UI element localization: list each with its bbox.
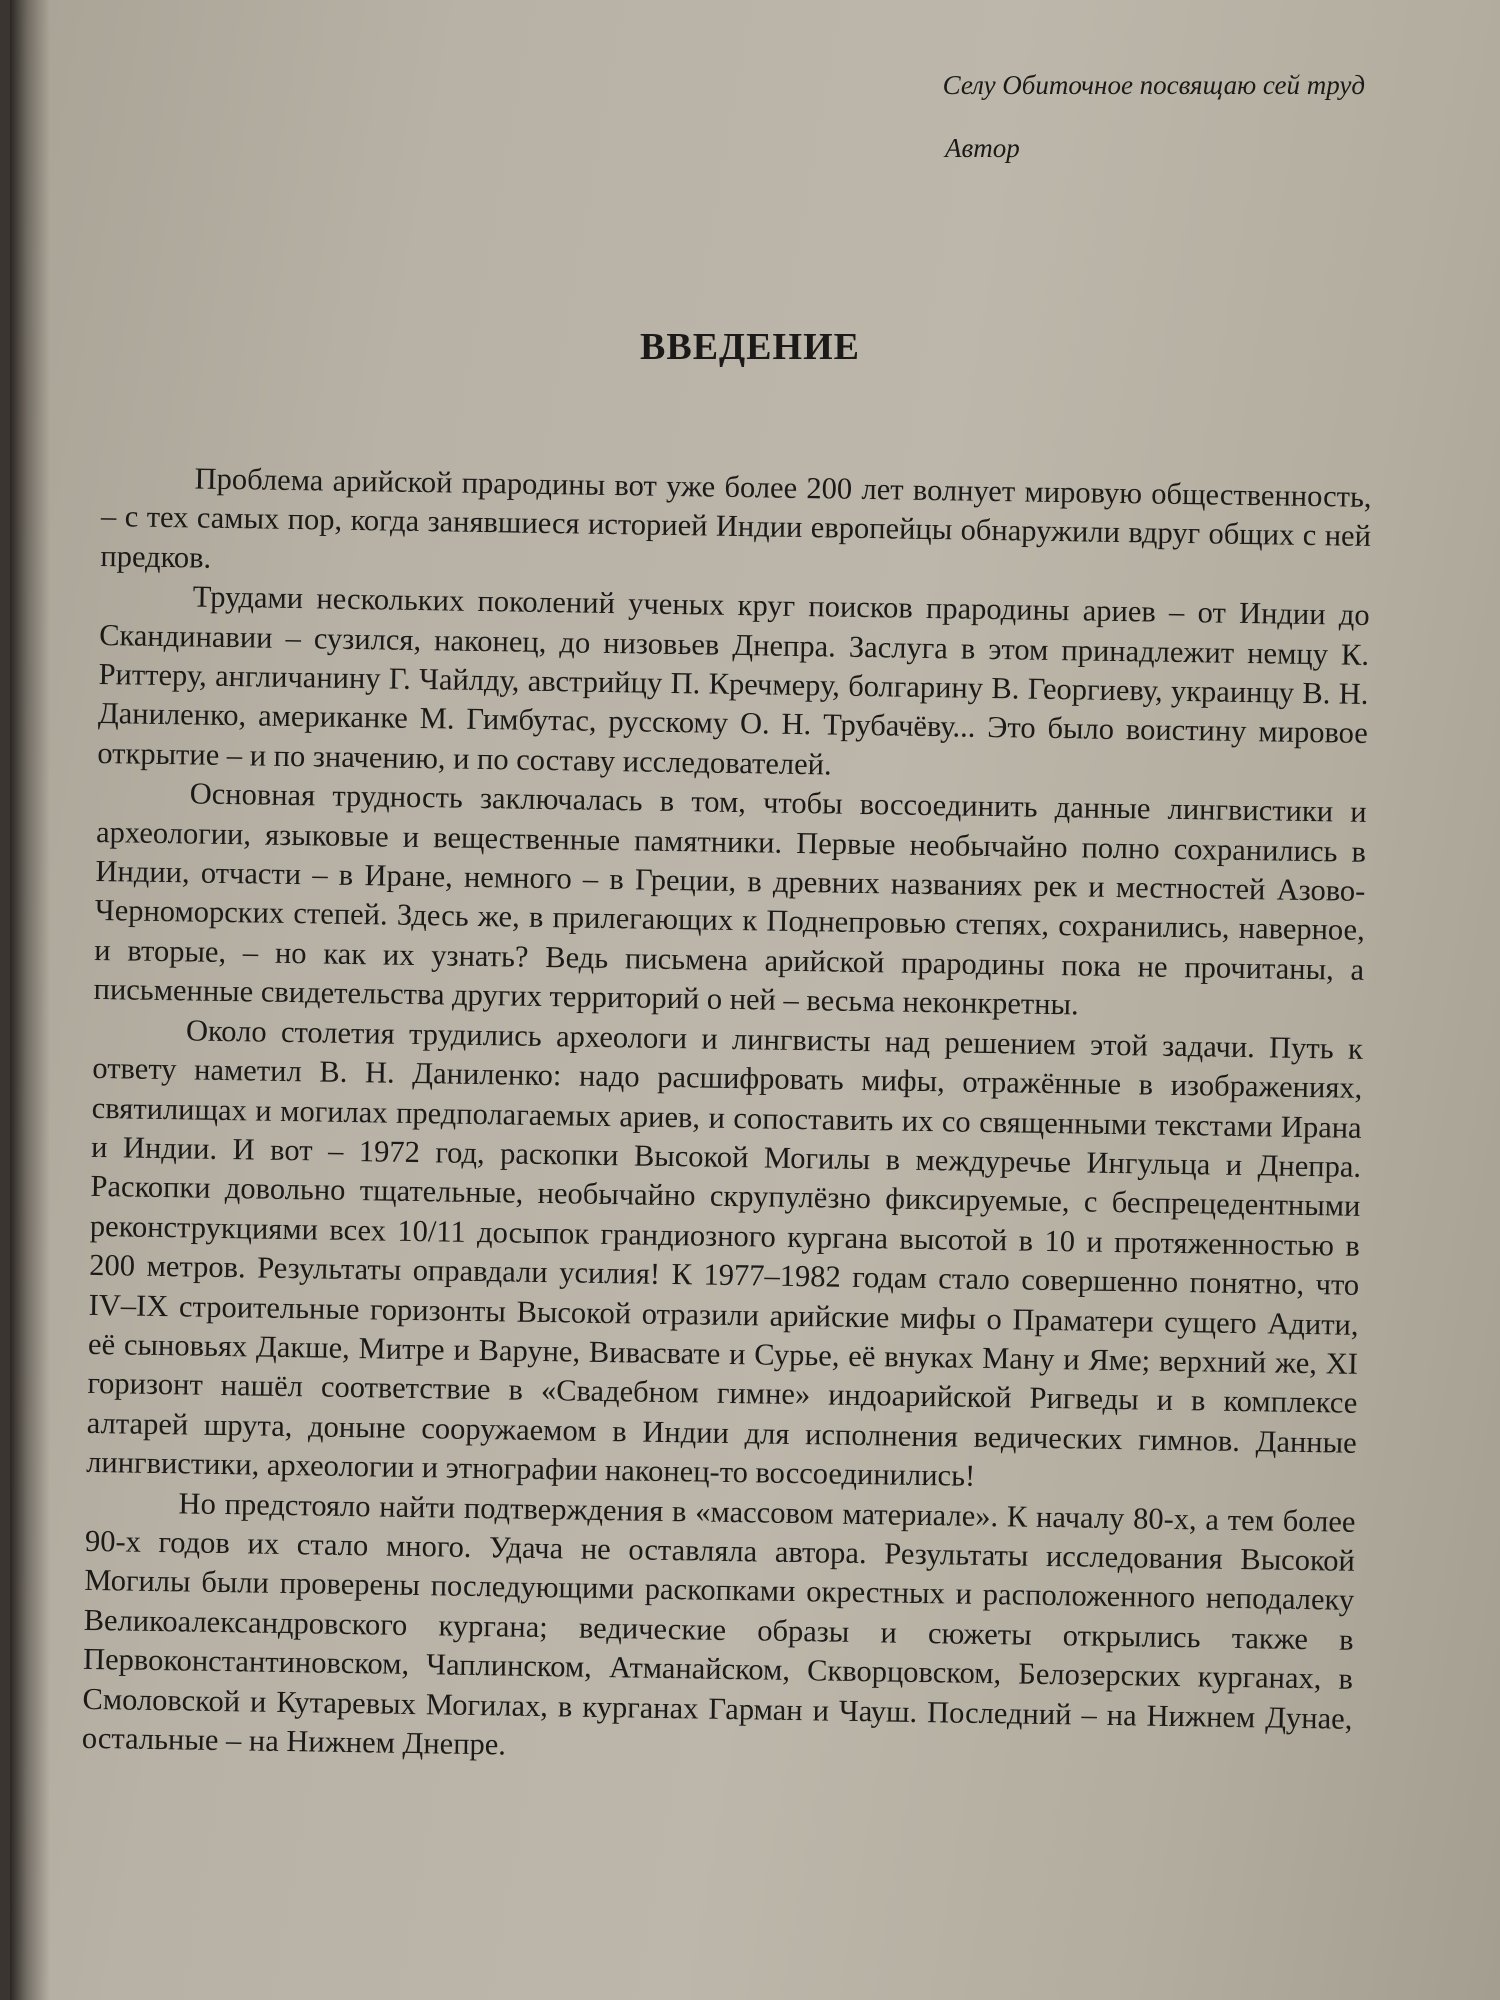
paragraph: Трудами нескольких поколений ученых круг поисков прародины ариев – от Индии до Скандинавии – сузился, наконец, до низовьев Днепра. Заслуга в этом принадлежит немцу К. Риттеру, англичанину Г. Чайлду, австрийцу П. Кречмеру, болгарину В. Георгиеву, украинцу В. Н. Даниленко, американке М. Гимбутас, русскому О. Н. Трубачёву... Это было воистину мировое открытие – и по значению, и по составу исследователей.: [97, 579, 1370, 782]
book-page: [10, 0, 1500, 2000]
author-signature: Автор: [945, 133, 1020, 163]
paragraph: Основная трудность заключалась в том, чтобы воссоединить данные лингвистики и археологии, языковые и вещественные памятники. Первые необычайно полно сохранились в Индии, отчасти – в Иране, немного – в Греции, в древних названиях рек и местностей Азово-Черноморских степей. Здесь же, в прилегающих к Поднепровью степях, сохранились, наверное, и вторые, – но как их узнать? Ведь письмена арийской прародины пока не прочитаны, а письменные свидетельства других территорий о ней – весьма неконкретны.: [93, 776, 1367, 1022]
dedication: Селу Обиточное посвящаю сей труд: [942, 70, 1365, 100]
paragraph: Около столетия трудились археологи и лингвисты над решением этой задачи. Путь к ответу наметил В. Н. Даниленко: надо расшифровать мифы, отражённые в изображениях, святилищах и могилах предполагаемых ариев, и сопоставить их со священными текстами Ирана и Индии. И вот – 1972 год, раскопки Высокой Могилы в междуречье Ингульца и Днепра. Раскопки довольно тщательные, необычайно скрупулёзно фиксируемые, с беспрецедентными реконструкциями всех 10/11 досыпок грандиозного кургана высотой в 10 и протяженностью в 200 метров. Результаты оправдали усилия! К 1977–1982 годам стало совершенно понятно, что IV–IX строительные горизонты Высокой отразили арийские мифы о Праматери сущего Адити, её сыновьях Дакше, Митре и Варуне, Вивасвате и Сурье, её внуках Ману и Яме; верхний же, XI горизонт нашёл соответствие в «Свадебном гимне» индоарийской Ригведы и в комплексе алтарей шрута, доныне сооружаемом в Индии для исполнения ведических гимнов. Данные лингвистики, археологии и этнографии наконец-то воссоединились!: [85, 1013, 1364, 1493]
gutter-shadow: [10, 0, 50, 2000]
paragraph: Проблема арийской прародины вот уже более 200 лет волнует мировую общественность, – с тех самых пор, когда занявшиеся историей Индии европейцы обнаружили вдруг общих с ней предков.: [100, 461, 1372, 575]
paragraph: Но предстояло найти подтверждения в «массовом материале». К началу 80-х, а тем более 90-х годов их стало много. Удача не оставляла автора. Результаты исследования Высокой Могилы были проверены последующими раскопками окрестных и расположенного неподалеку Великоалександровского кургана; ведические образы и сюжеты открылись также в Первоконстантиновском, Чаплинском, Атманайском, Скворцовском, Белозерских курганах, в Смоловской и Кутаревых Могилах, в курганах Гарман и Чауш. Последний – на Нижнем Дунае, остальные – на Нижнем Днепре.: [81, 1485, 1356, 1762]
section-title: ВВЕДЕНИЕ: [640, 326, 860, 368]
body-text: [82, 458, 1372, 1778]
